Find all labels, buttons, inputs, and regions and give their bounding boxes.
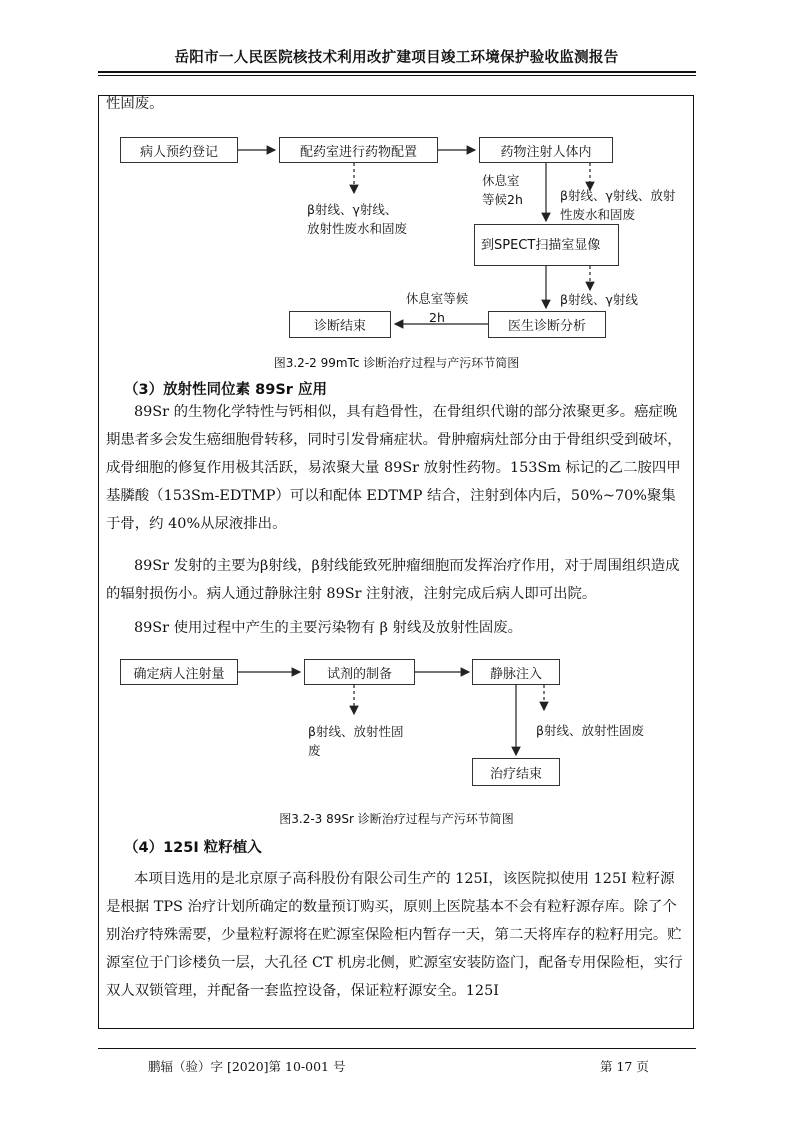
flow1-box-preparation: 配药室进行药物配置 — [279, 137, 438, 163]
paragraph-sr-emission: 89Sr 发射的主要为β射线，β射线能致死肿瘤细胞而发挥治疗作用，对于周围组织造成的辐射损伤小。病人通过静脉注射 89Sr 注射液，注射完成后病人即可出院。 — [106, 558, 680, 602]
footer-rule — [98, 1048, 696, 1049]
paragraph-sr-pollutants: 89Sr 使用过程中产生的主要污染物有 β 射线及放射性固废。 — [134, 620, 523, 636]
flow2-note-iv: β射线、放射性固废 — [536, 723, 644, 738]
figure-caption-2: 图3.2-3 89Sr 诊断治疗过程与产污环节简图 — [279, 812, 514, 826]
flow1-box-injection: 药物注射人体内 — [479, 137, 613, 163]
flow1-box-diagnosis: 医生诊断分析 — [488, 311, 606, 338]
flow1-note-config: β射线、γ射线、放射性废水和固废 — [307, 202, 408, 236]
flow1-box-scan: 到SPECT扫描室显像 — [474, 224, 619, 266]
paragraph-iodine-seed: 本项目选用的是北京原子高科股份有限公司生产的 125I，该医院拟使用 125I 粒籽源是根据 TPS 治疗计划所确定的数量预订购买，原则上医院基本不会有粒籽源存库。除了个别治疗特殊需要，少量粒籽源将在贮源室保险柜内暂存一天，第二天将库存的粒籽用完。贮源室位于门诊楼负一层，大孔径 CT 机房北侧，贮源室安装防盗门，配备专用保险柜，实行双人双锁管理，并配备一套监控设备，保证粒籽源安全。125I — [106, 871, 683, 999]
flow1-note-wait1: 休息室等候2h — [482, 173, 523, 207]
flow1-box-registration: 病人预约登记 — [120, 137, 238, 163]
section-heading-3: （3）放射性同位素 89Sr 应用 — [124, 382, 327, 398]
flow2-box-reagent: 试剂的制备 — [304, 659, 415, 685]
flow1-note-inject: β射线、γ射线、放射性废水和固废 — [560, 188, 676, 222]
figure-caption-1: 图3.2-2 99mTc 诊断治疗过程与产污环节简图 — [273, 356, 520, 370]
flow2-note-prep: β射线、放射性固废 — [308, 724, 404, 758]
flow2-box-iv: 静脉注入 — [472, 659, 560, 685]
top-line: 性固废。 — [106, 96, 164, 112]
flow1-note-wait2: 休息室等候2h — [405, 291, 469, 325]
flow1-note-scan: β射线、γ射线 — [560, 292, 638, 307]
report-number: 鹏辐（验）字 [2020]第 10-001 号 — [148, 1059, 346, 1074]
section-heading-4: （4）125I 粒籽植入 — [124, 840, 262, 856]
flow2-box-end: 治疗结束 — [472, 758, 560, 786]
report-header: 岳阳市一人民医院核技术利用改扩建项目竣工环境保护验收监测报告 — [174, 50, 619, 66]
flow2-box-dose: 确定病人注射量 — [120, 659, 238, 685]
flow1-box-end: 诊断结束 — [289, 311, 391, 338]
paragraph-sr-properties: 89Sr 的生物化学特性与钙相似，具有趋骨性，在骨组织代谢的部分浓聚更多。癌症晚期患者多会发生癌细胞骨转移，同时引发骨痛症状。骨肿瘤病灶部分由于骨组织受到破坏，成骨细胞的修复作用极其活跃，易浓聚大量 89Sr 放射性药物。153Sm 标记的乙二胺四甲基膦酸（153Sm-EDTMP）可以和配体 EDTMP 结合，注射到体内后，50%~70%聚集于骨，约 40%从尿液排出。 — [106, 404, 682, 532]
page-number: 第 17 页 — [600, 1059, 649, 1074]
